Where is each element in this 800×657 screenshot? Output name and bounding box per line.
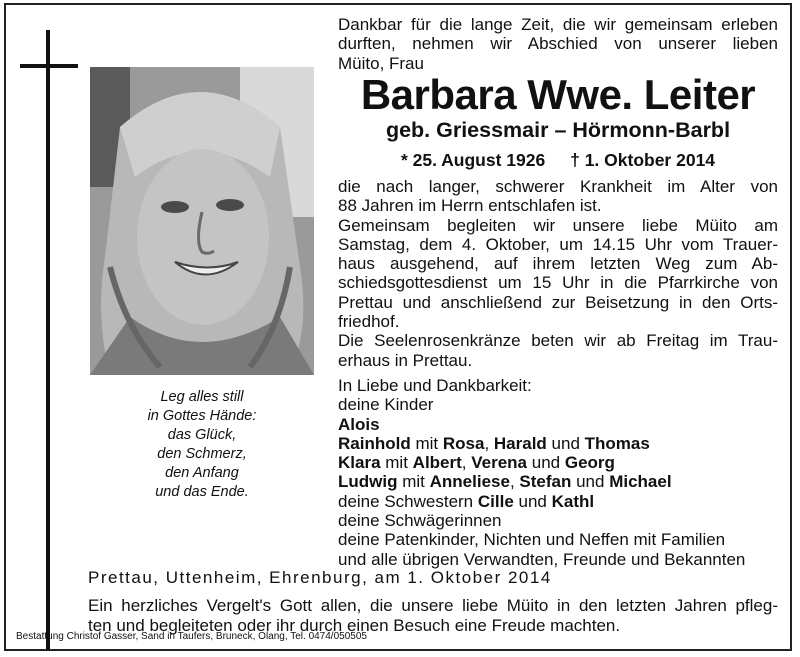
poem [90,388,314,502]
relative-name: Michael [609,472,672,492]
mourners-list [338,376,778,569]
death-date: † 1. Oktober 2014 [570,150,716,170]
relative-name: Stefan [519,472,572,492]
thanks-text [88,596,778,635]
sister-name: Kathl [551,491,595,511]
poem-line: in Gottes Hände: [147,408,257,424]
intro-line: Müito, Frau [338,53,424,73]
connector: , [484,433,494,453]
paragraph [338,216,778,332]
text-line: friedhof. [338,312,400,332]
deceased-name: Barbara Wwe. Leiter [360,71,756,118]
paragraph [338,331,778,370]
connector: , [461,453,472,473]
paragraph [338,177,778,216]
poem-line: Leg alles still [160,389,244,405]
text-line: Die Seelenrosenkränze beten wir ab Freitag im Trau- [338,331,778,351]
text-line: schiedsgottesdienst um 15 Uhr in die Pfarrkirche von [338,273,778,293]
sister-name: Cille [477,491,514,511]
connector: mit [415,433,439,453]
birth-name: geb. Griessmair – Hörmonn-Barbl [385,118,731,142]
family-line [338,492,778,511]
child-name: Alois [338,414,380,434]
relative-name: Georg [564,453,615,473]
poem-line: den Anfang [165,465,239,481]
cross-icon [46,30,50,650]
text-line: die nach langer, schwerer Krankheit im Alter von [338,177,778,196]
connector: und [576,472,605,492]
cross-icon-bar [20,64,78,68]
portrait-photo [90,67,314,375]
birth-date: * 25. August 1926 [400,150,546,170]
connector: und [531,453,561,473]
text-line: Samstag, dem 4. Oktober, um 14.15 Uhr vom Trauer- [338,234,778,254]
text-line: Prettau und anschließend zur Beisetzung in den Orts- [338,292,778,312]
relative-name: Verena [471,453,528,473]
family-line [338,434,778,453]
thanks-line: Ein herzliches Vergelt's Gott allen, die unsere liebe Müito in den letzten Jahren pfleg- [88,596,778,615]
relative-name: Anneliese [429,472,510,492]
sisters-label: deine Schwestern [338,491,474,511]
text-line: Gemeinsam begleiten wir unsere liebe Müito am [338,215,778,235]
undertaker-info: Bestattung Christof Gasser, Sand in Taufers, Bruneck, Olang, Tel. 0474/050505 [16,631,367,642]
text-line: 88 Jahren im Herrn entschlafen ist. [338,196,602,216]
relative-name: Thomas [584,433,650,453]
family-line: und alle übrigen Verwandten, Freunde und Bekannten [338,549,746,569]
child-name: Ludwig [338,472,398,492]
poem-line: und das Ende. [155,484,249,500]
thanks-line: ten und begleiteten oder ihr durch einen Besuch eine Freude machten. [88,615,621,635]
text-line: erhaus in Prettau. [338,350,473,370]
connector: und [551,433,580,453]
connector: mit [385,453,408,473]
family-line [338,472,778,491]
intro-line: durften, nehmen wir Abschied von unserer lieben [338,34,778,54]
connector: mit [402,472,425,492]
connector: und [518,491,547,511]
life-dates [338,149,778,171]
poem-line: das Glück, [167,427,237,443]
connector: , [509,472,520,492]
family-intro: In Liebe und Dankbarkeit: [338,376,532,395]
relative-name: Rosa [442,433,485,453]
announcement-text [338,177,778,370]
family-line: deine Schwägerinnen [338,511,502,531]
intro-line: Dankbar für die lange Zeit, die wir gemeinsam erleben [338,15,778,34]
relative-name: Albert [412,453,462,473]
family-line: deine Patenkinder, Nichten und Neffen mit Familien [338,530,726,550]
children-label: deine Kinder [338,395,434,415]
poem-line: den Schmerz, [157,446,247,462]
child-name: Klara [338,453,381,473]
text-line: haus ausgehend, auf ihrem letzten Weg zum Ab- [338,254,778,274]
child-name: Rainhold [338,433,411,453]
relative-name: Harald [493,433,547,453]
place-date: Prettau, Uttenheim, Ehrenburg, am 1. Oktober 2014 [88,568,552,587]
family-line [338,453,778,472]
intro-text [338,15,778,73]
